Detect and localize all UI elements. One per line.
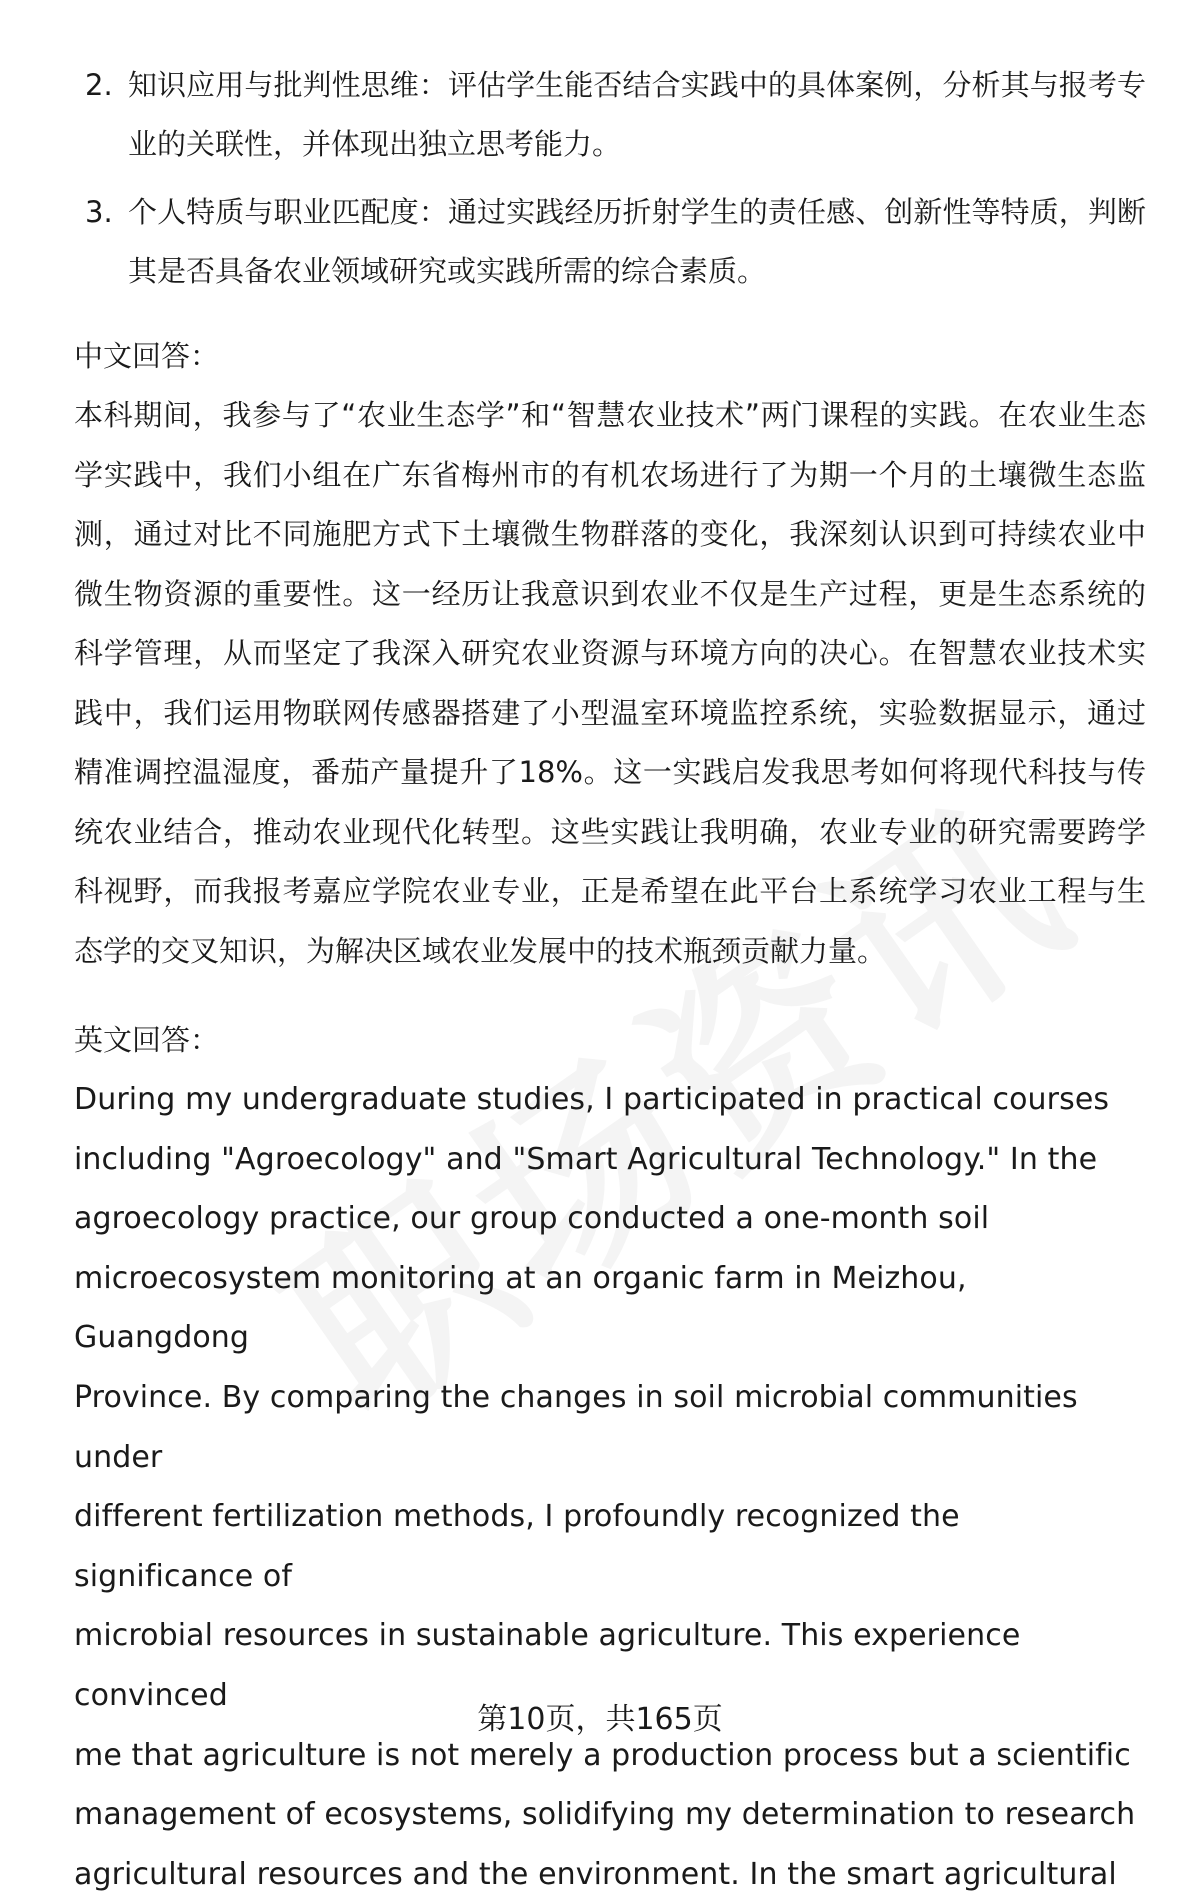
text-line: microecosystem monitoring at an organic farm in Meizhou, Guangdong — [74, 1260, 967, 1356]
text-line: Province. By comparing the changes in soil microbial communities under — [74, 1379, 1078, 1475]
text-line: different fertilization methods, I profoundly recognized the significance of — [74, 1499, 960, 1594]
text-line: including "Agroecology" and "Smart Agricultural Technology." In the — [74, 1141, 1098, 1177]
page-content — [74, 56, 1146, 1904]
text-line: agroecology practice, our group conducted a one-month soil — [74, 1201, 990, 1237]
list-item-text: 个人特质与职业匹配度：通过实践经历折射学生的责任感、创新性等特质，判断其是否具备农业领域研究或实践所需的综合素质。 — [128, 195, 1146, 288]
list-item-text: 知识应用与批判性思维：评估学生能否结合实践中的具体案例，分析其与报考专业的关联性，并体现出独立思考能力。 — [128, 68, 1146, 161]
list-item — [74, 183, 1146, 301]
text-line: During my undergraduate studies, I participated in practical courses — [74, 1082, 1110, 1117]
english-answer-text — [74, 1070, 1146, 1904]
list-item — [74, 56, 1146, 174]
chinese-answer-label: 中文回答： — [74, 339, 220, 373]
list-item-number: 3. — [85, 195, 113, 229]
list-item-number: 2. — [85, 68, 113, 102]
text-line: me that agriculture is not merely a production process but a scientific — [74, 1737, 1131, 1773]
criteria-list — [74, 56, 1146, 301]
english-answer-label: 英文回答： — [74, 1023, 220, 1057]
text-line: microbial resources in sustainable agriculture. This experience convinced — [74, 1618, 1021, 1713]
page-number-footer: 第10页，共165页 — [477, 1702, 723, 1737]
chinese-answer-text: 本科期间，我参与了“农业生态学”和“智慧农业技术”两门课程的实践。在农业生态学实践中，我们小组在广东省梅州市的有机农场进行了为期一个月的土壤微生态监测，通过对比不同施肥方式下土壤微生物群落的变化，我深刻认识到可持续农业中微生物资源的重要性。这一经历让我意识到农业不仅是生产过程，更是生态系统的科学管理，从而坚定了我深入研究农业资源与环境方向的决心。在智慧农业技术实践中，我们运用物联网传感器搭建了小型温室环境监控系统，实验数据显示，通过精准调控温湿度，番茄产量提升了18%。这一实践启发我思考如何将现代科技与传统农业结合，推动农业现代化转型。这些实践让我明确，农业专业的研究需要跨学科视野，而我报考嘉应学院农业专业，正是希望在此平台上系统学习农业工程与生态学的交叉知识，为解决区域农业发展中的技术瓶颈贡献力量。 — [74, 398, 1146, 968]
text-line: agricultural resources and the environment. In the smart agricultural — [74, 1856, 1117, 1892]
text-line: management of ecosystems, solidifying my determination to research — [74, 1797, 1136, 1833]
